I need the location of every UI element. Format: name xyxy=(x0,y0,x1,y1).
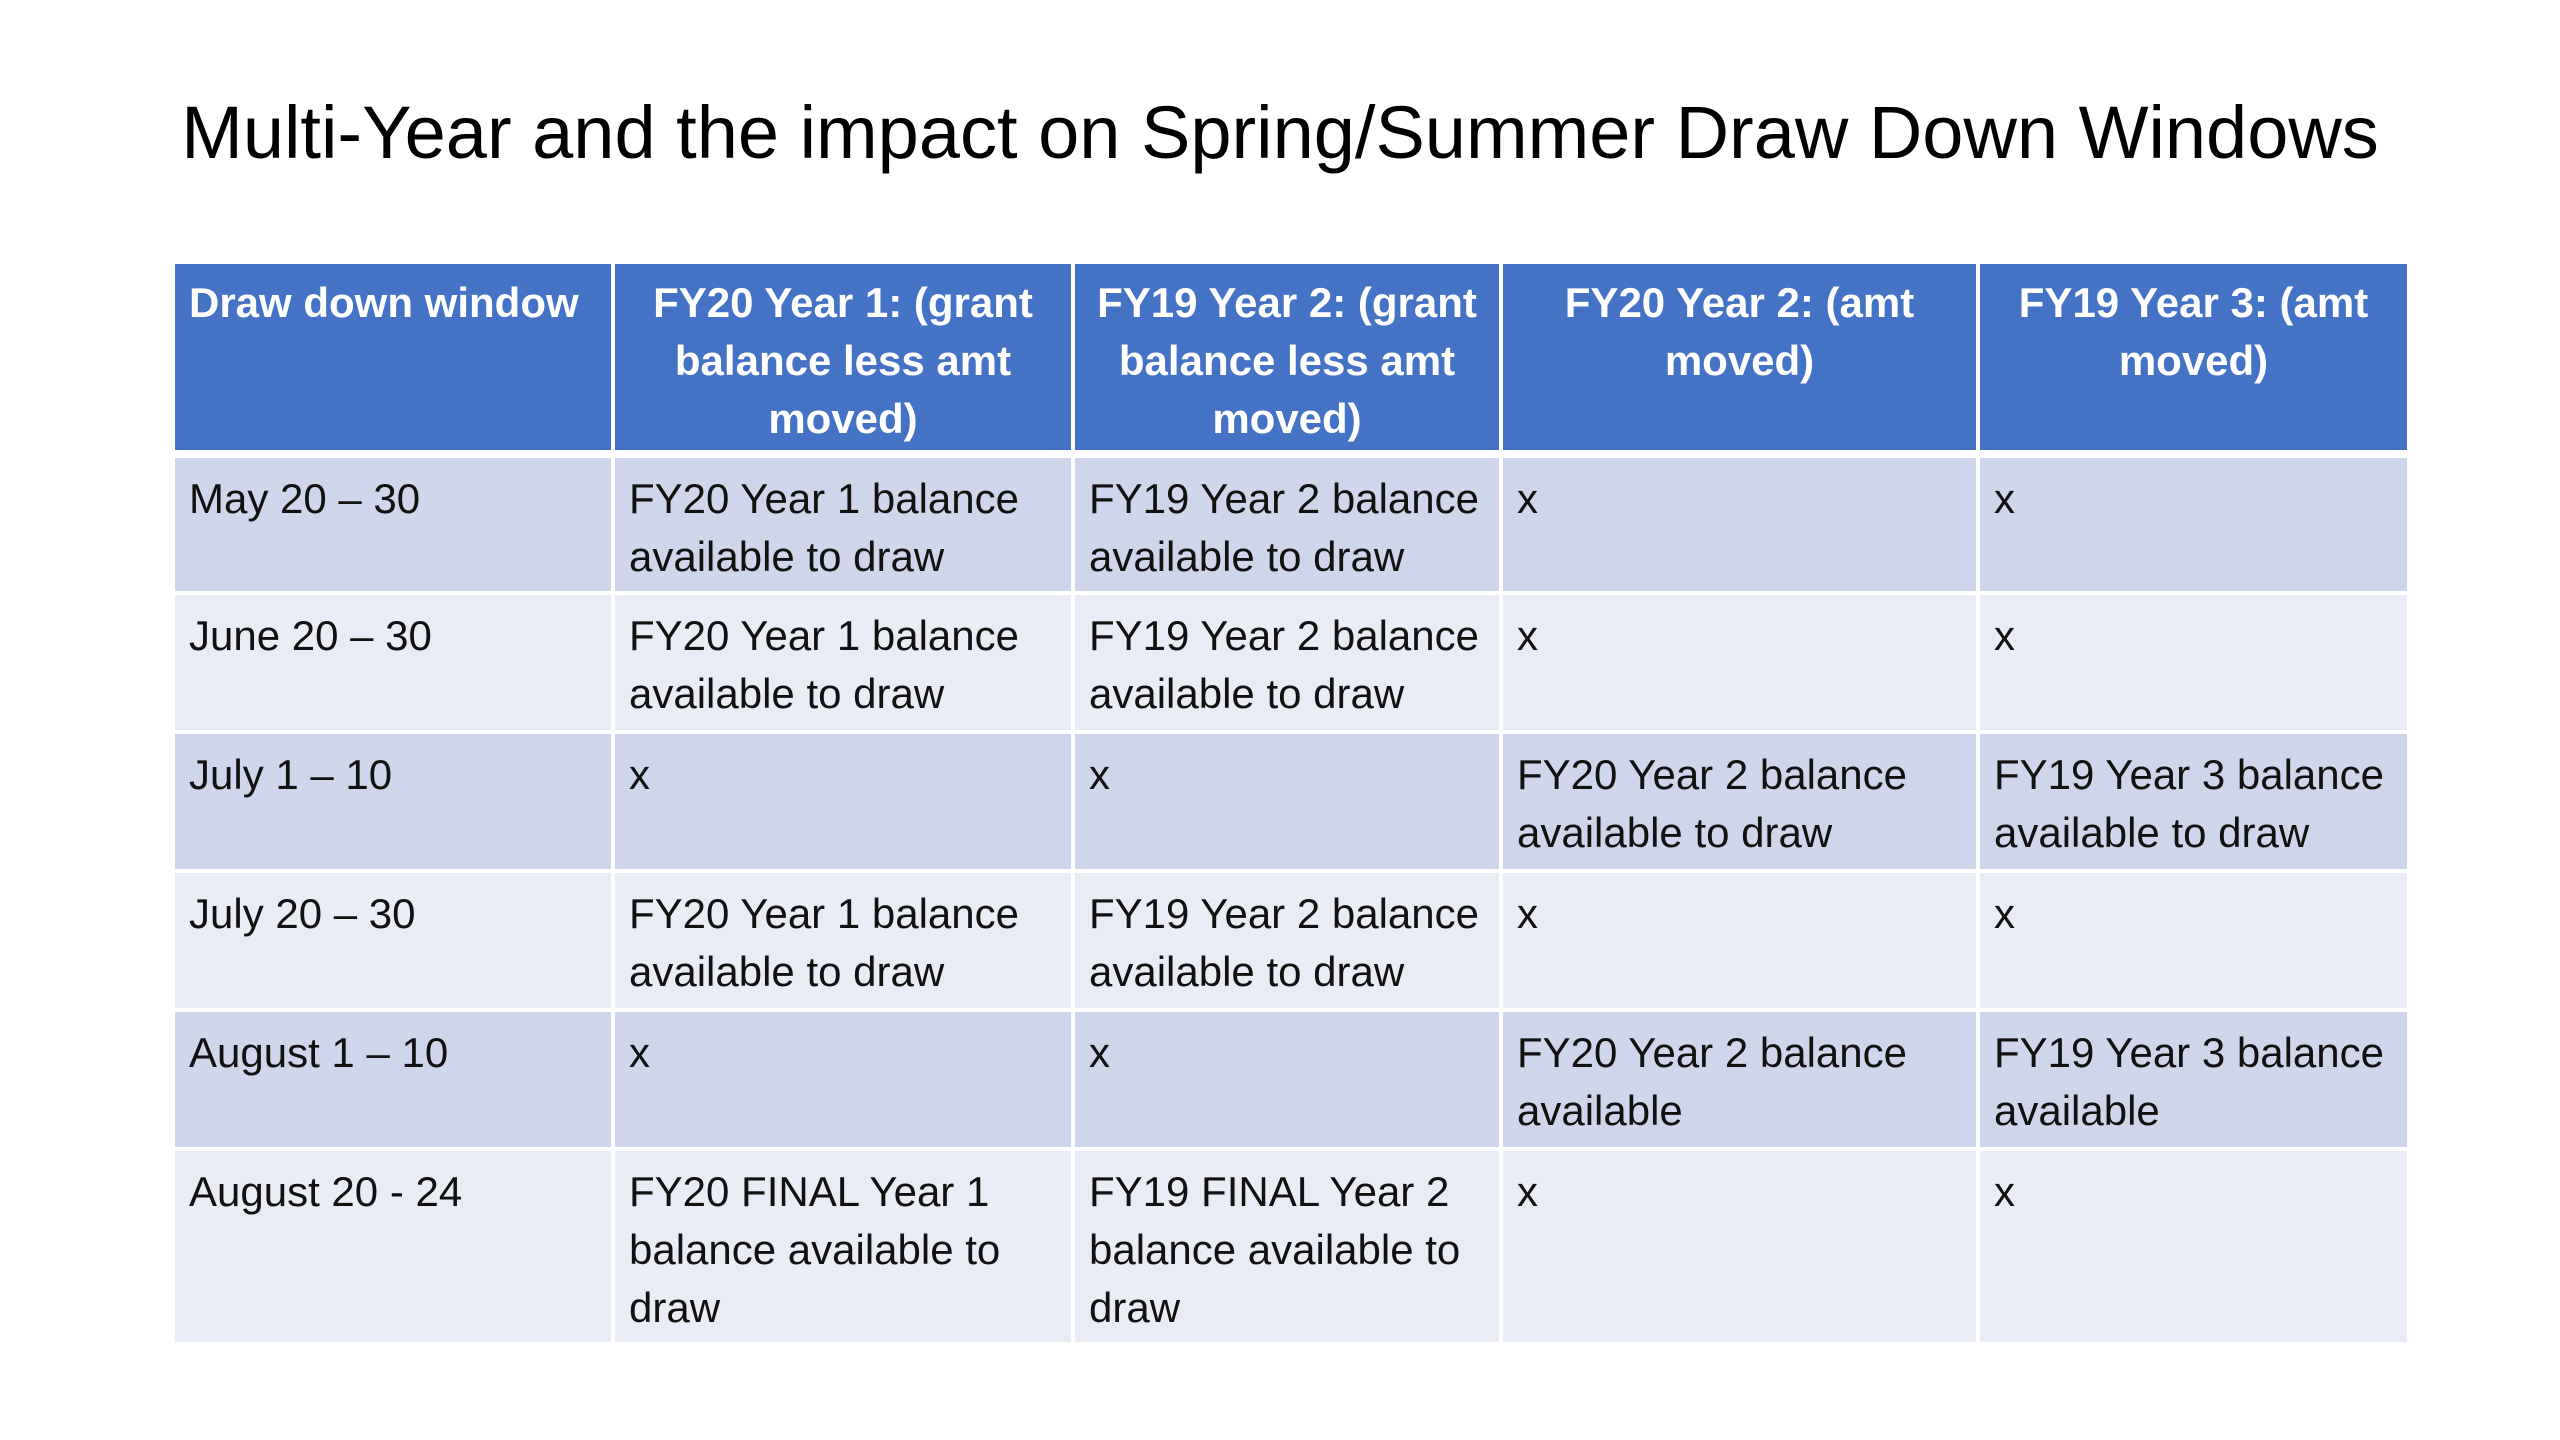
table-cell: x xyxy=(1978,1149,2407,1344)
table-cell: x xyxy=(1501,454,1978,593)
table-cell: FY19 Year 3 balance available xyxy=(1978,1010,2407,1149)
table-row xyxy=(175,454,2407,593)
table-cell: FY20 Year 1 balance available to draw xyxy=(613,454,1073,593)
table-cell: x xyxy=(1073,732,1501,871)
table-cell: August 1 – 10 xyxy=(175,1010,613,1149)
table-cell: x xyxy=(1978,871,2407,1010)
table-cell: x xyxy=(1978,454,2407,593)
table-row xyxy=(175,732,2407,871)
table-cell: FY19 Year 3 balance available to draw xyxy=(1978,732,2407,871)
table-cell: May 20 – 30 xyxy=(175,454,613,593)
table-cell: FY20 Year 2 balance available to draw xyxy=(1501,732,1978,871)
draw-down-table xyxy=(175,264,2407,1346)
table-row xyxy=(175,1149,2407,1344)
table-cell: x xyxy=(1073,1010,1501,1149)
draw-down-table-container xyxy=(175,264,2407,1346)
table-cell: FY20 Year 2 balance available xyxy=(1501,1010,1978,1149)
table-header xyxy=(175,264,2407,454)
table-cell: x xyxy=(1501,1149,1978,1344)
header-cell-fy20-year-1: FY20 Year 1: (grant balance less amt moved) xyxy=(613,264,1073,454)
table-cell: August 20 - 24 xyxy=(175,1149,613,1344)
table-cell: FY20 Year 1 balance available to draw xyxy=(613,593,1073,732)
table-cell: x xyxy=(1501,871,1978,1010)
table-cell: x xyxy=(613,732,1073,871)
table-cell: FY20 Year 1 balance available to draw xyxy=(613,871,1073,1010)
header-cell-fy20-year-2: FY20 Year 2: (amt moved) xyxy=(1501,264,1978,454)
table-cell: x xyxy=(1501,593,1978,732)
table-cell: x xyxy=(613,1010,1073,1149)
header-cell-draw-down-window: Draw down window xyxy=(175,264,613,454)
table-cell: FY19 Year 2 balance available to draw xyxy=(1073,871,1501,1010)
table-cell: June 20 – 30 xyxy=(175,593,613,732)
table-cell: July 20 – 30 xyxy=(175,871,613,1010)
table-row xyxy=(175,871,2407,1010)
table-row xyxy=(175,1010,2407,1149)
slide-title: Multi-Year and the impact on Spring/Summer Draw Down Windows xyxy=(181,91,2379,174)
table-cell: FY19 Year 2 balance available to draw xyxy=(1073,454,1501,593)
header-cell-fy19-year-2: FY19 Year 2: (grant balance less amt moved) xyxy=(1073,264,1501,454)
header-row xyxy=(175,264,2407,454)
table-cell: July 1 – 10 xyxy=(175,732,613,871)
table-cell: FY20 FINAL Year 1 balance available to draw xyxy=(613,1149,1073,1344)
table-cell: x xyxy=(1978,593,2407,732)
table-body xyxy=(175,454,2407,1344)
table-cell: FY19 FINAL Year 2 balance available to draw xyxy=(1073,1149,1501,1344)
table-cell: FY19 Year 2 balance available to draw xyxy=(1073,593,1501,732)
table-row xyxy=(175,593,2407,732)
header-cell-fy19-year-3: FY19 Year 3: (amt moved) xyxy=(1978,264,2407,454)
